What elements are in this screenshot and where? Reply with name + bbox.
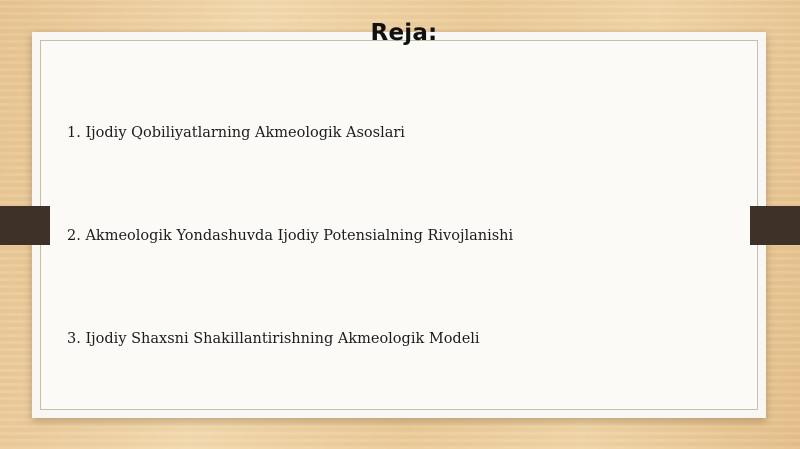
plan-item-1: 1. Ijodiy Qobiliyatlarning Akmeologik Asoslari [67,125,405,141]
left-decor-tab [0,206,50,245]
right-decor-tab [750,206,800,245]
plan-item-3: 3. Ijodiy Shaxsni Shakillantirishning Akmeologik Modeli [67,331,480,347]
content-card-border [40,40,758,410]
slide-title: Reja: [370,20,438,46]
plan-item-2: 2. Akmeologik Yondashuvda Ijodiy Potensialning Rivojlanishi [67,228,514,244]
content-card [32,32,766,418]
